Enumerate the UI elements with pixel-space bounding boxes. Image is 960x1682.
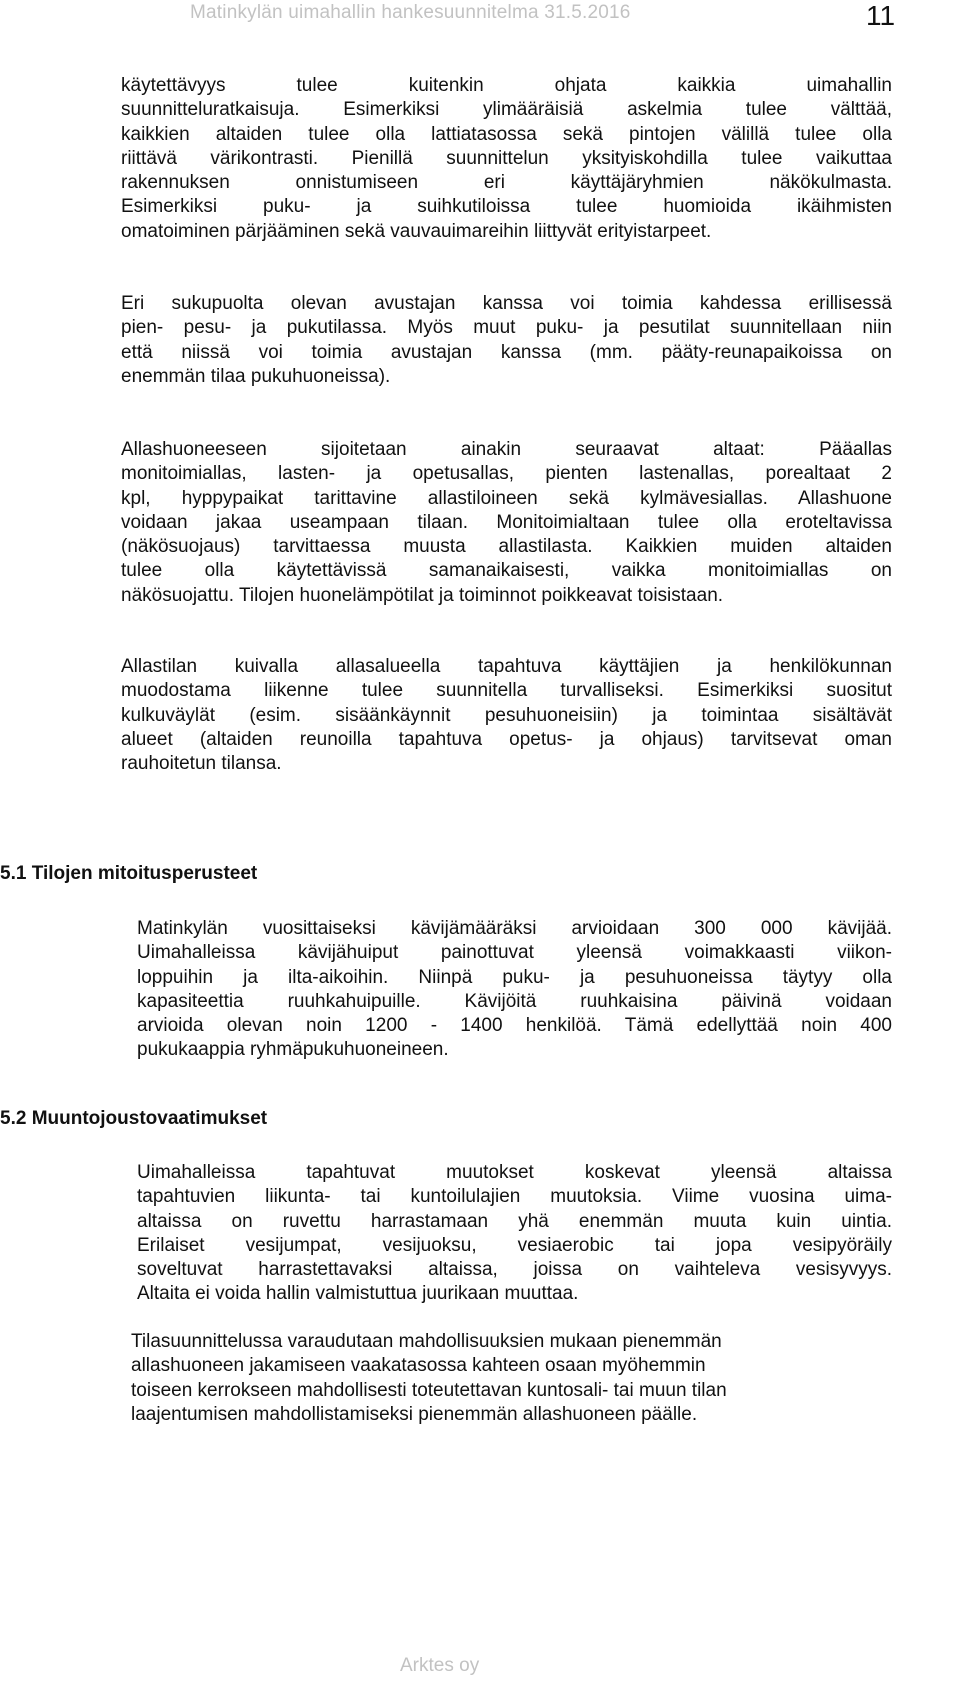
body-paragraph-4 xyxy=(121,655,892,776)
text-line: monitoimiallas, lasten- ja opetusallas, pienten lastenallas, porealtaat 2 xyxy=(121,463,892,485)
text-line: Allashuoneeseen sijoitetaan ainakin seuraavat altaat: Pääallas xyxy=(121,439,892,460)
body-paragraph-1 xyxy=(121,74,892,244)
text-line: että niissä voi toimia avustajan kanssa (mm. pääty-reunapaikoissa on xyxy=(121,341,892,363)
document-footer: Arktes oy xyxy=(400,1655,480,1676)
text-line: toiseen kerrokseen mahdollisesti toteutettavan kuntosali- tai muun tilan xyxy=(131,1379,727,1401)
text-line: alueet (altaiden reunoilla tapahtuva opetus- ja ohjaus) tarvitsevat oman xyxy=(121,728,892,750)
text-line: laajentumisen mahdollistamiseksi pienemmän allashuoneen päälle. xyxy=(131,1403,698,1425)
body-paragraph-3 xyxy=(121,438,892,608)
text-line: soveltuvat harrastettavaksi altaissa, joissa on vaihteleva vesisyvyys. xyxy=(137,1259,892,1281)
text-line: arvioida olevan noin 1200 - 1400 henkilöä. Tämä edellyttää noin 400 xyxy=(137,1015,892,1037)
text-line: Allastilan kuivalla allasalueella tapahtuva käyttäjien ja henkilökunnan xyxy=(121,656,892,677)
text-line: Uimahalleissa kävijähuiput painottuvat yleensä voimakkaasti viikon- xyxy=(137,942,892,964)
text-line: näkösuojattu. Tilojen huonelämpötilat ja toiminnot poikkeavat toisistaan. xyxy=(121,584,724,606)
text-line: tulee olla käytettävissä samanaikaisesti, vaikka monitoimiallas on xyxy=(121,560,892,582)
body-paragraph-2 xyxy=(121,292,892,389)
text-line: Matinkylän vuosittaiseksi kävijämääräksi arvioidaan 300 000 kävijää. xyxy=(137,918,892,939)
text-line: käytettävyys tulee kuitenkin ohjata kaikkia uimahallin xyxy=(121,75,892,96)
text-line: Tilasuunnittelussa varaudutaan mahdollisuuksien mukaan pienemmän xyxy=(131,1331,722,1352)
text-line: Eri sukupuolta olevan avustajan kanssa voi toimia kahdessa erillisessä xyxy=(121,293,892,314)
text-line: voidaan jakaa useampaan tilaan. Monitoimialtaan tulee olla eroteltavissa xyxy=(121,511,892,533)
text-line: enemmän tilaa pukuhuoneissa). xyxy=(121,365,391,387)
text-line: Altaita ei voida hallin valmistuttua juurikaan muuttaa. xyxy=(137,1283,579,1305)
document-header-title: Matinkylän uimahallin hankesuunnitelma 31.5.2016 xyxy=(190,2,631,23)
text-line: pukukaappia ryhmäpukuhuoneineen. xyxy=(137,1039,449,1061)
text-line: tapahtuvien liikunta- tai kuntoilulajien muutoksia. Viime vuosina uima- xyxy=(137,1186,892,1208)
text-line: Uimahalleissa tapahtuvat muutokset koskevat yleensä altaissa xyxy=(137,1162,892,1183)
text-line: Esimerkiksi puku- ja suihkutiloissa tulee huomioida ikäihmisten xyxy=(121,196,892,218)
section-heading-5-2: 5.2 Muuntojoustovaatimukset xyxy=(0,1108,268,1129)
text-line: kpl, hyppypaikat tarittavine allastiloineen sekä kylmävesiallas. Allashuone xyxy=(121,487,892,509)
text-line: kapasiteettia ruuhkahuipuille. Kävijöitä ruuhkaisina päivinä voidaan xyxy=(137,990,892,1012)
section-5-2-paragraph-1 xyxy=(137,1161,892,1307)
text-line: altaissa on ruvettu harrastamaan yhä enemmän muuta kuin uintia. xyxy=(137,1210,892,1232)
section-heading-5-1: 5.1 Tilojen mitoitusperusteet xyxy=(0,863,258,884)
text-line: (näkösuojaus) tarvittaessa muusta allastilasta. Kaikkien muiden altaiden xyxy=(121,536,892,558)
text-line: muodostama liikenne tulee suunnitella turvalliseksi. Esimerkiksi suositut xyxy=(121,680,892,702)
text-line: pien- pesu- ja pukutilassa. Myös muut puku- ja pesutilat suunnitellaan niin xyxy=(121,317,892,339)
page-number: 11 xyxy=(866,0,896,31)
text-line: Erilaiset vesijumpat, vesijuoksu, vesiaerobic tai jopa vesipyöräily xyxy=(137,1234,892,1256)
text-line: allashuoneen jakamiseen vaakatasossa kahteen osaan myöhemmin xyxy=(131,1355,706,1377)
text-line: kulkuväylät (esim. sisäänkäynnit pesuhuoneisiin) ja toimintaa sisältävät xyxy=(121,704,892,726)
text-line: rakennuksen onnistumiseen eri käyttäjäryhmien näkökulmasta. xyxy=(121,172,892,194)
section-5-2-paragraph-2 xyxy=(131,1330,891,1427)
section-5-1-paragraph xyxy=(137,917,892,1063)
text-line: omatoiminen pärjääminen sekä vauvauimareihin liittyvät erityistarpeet. xyxy=(121,220,712,242)
text-line: kaikkien altaiden tulee olla lattiatasossa sekä pintojen välillä tulee olla xyxy=(121,123,892,145)
text-line: rauhoitetun tilansa. xyxy=(121,753,282,775)
text-line: suunnitteluratkaisuja. Esimerkiksi ylimääräisiä askelmia tulee välttää, xyxy=(121,99,892,121)
text-line: loppuihin ja ilta-aikoihin. Niinpä puku- ja pesuhuoneissa täytyy olla xyxy=(137,966,892,988)
text-line: riittävä värikontrasti. Pienillä suunnittelun yksityiskohdilla tulee vaikuttaa xyxy=(121,147,892,169)
